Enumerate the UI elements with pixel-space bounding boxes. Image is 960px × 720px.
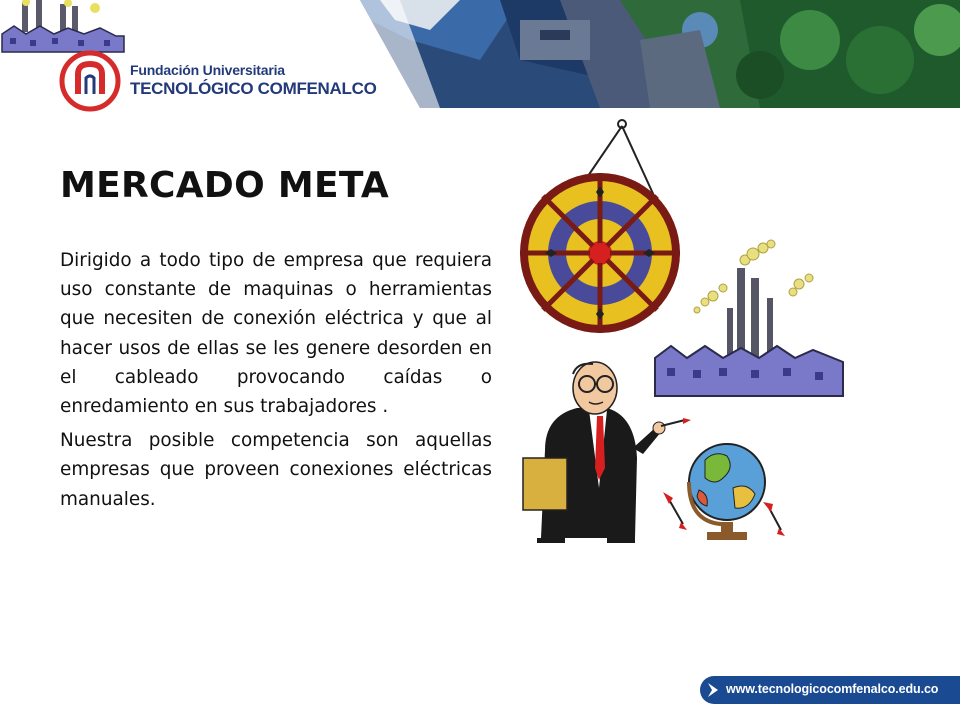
- body-text: [60, 246, 492, 519]
- factory-icon: [655, 240, 843, 396]
- org-name-line1: Fundación Universitaria: [130, 62, 285, 78]
- paragraph-target-market: Dirigido a todo tipo de empresa que requiera uso constante de maquinas o herramientas que necesiten de conexión eléctrica y que al hacer usos de ellas se les genere desorden en el cableado provocando caídas o enredamiento en sus trabajadores .: [60, 250, 492, 418]
- factory-icon: [0, 0, 126, 56]
- dart-icon: [663, 492, 687, 530]
- dartboard-icon: [520, 120, 680, 333]
- website-link[interactable]: [700, 676, 960, 704]
- logo-mark-icon: [58, 50, 124, 112]
- target-market-clipart: [515, 118, 855, 543]
- page-title: MERCADO META: [60, 165, 390, 206]
- institution-logo[interactable]: [58, 50, 377, 112]
- website-url[interactable]: www.tecnologicocomfenalco.edu.co: [726, 682, 939, 696]
- globe-icon: [689, 444, 765, 540]
- org-name-line2: TECNOLÓGICO COMFENALCO: [130, 79, 377, 98]
- arrow-icon: [706, 681, 722, 699]
- paragraph-competition: Nuestra posible competencia son aquellas empresas que proveen conexiones eléctricas manuales.: [60, 430, 492, 510]
- header-banner: [0, 0, 960, 112]
- dart-icon: [763, 502, 785, 536]
